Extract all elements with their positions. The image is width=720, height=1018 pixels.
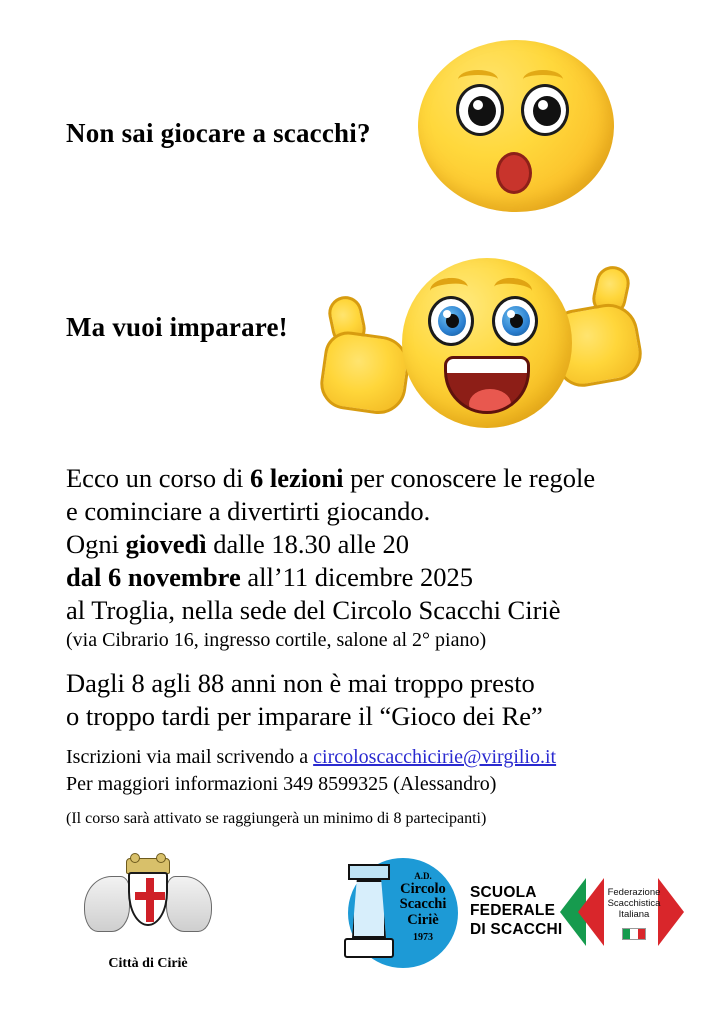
spacer-3 (66, 798, 666, 807)
crest-griffin-left-icon (84, 876, 130, 932)
course-lessons-count: 6 lezioni (249, 463, 344, 493)
logos-strip (0, 846, 720, 996)
crest-griffin-right-icon (166, 876, 212, 932)
fsi-logo-text (602, 888, 666, 921)
scuola-line-1: SCUOLA (470, 884, 537, 901)
course-line-1-part-c: per conoscere le regole (343, 463, 596, 493)
rook-battlement (348, 864, 390, 880)
course-line-1 (66, 462, 666, 495)
schedule-prefix: Ogni (66, 529, 126, 559)
course-address: (via Cibrario 16, ingresso cortile, salone al 2° piano) (66, 629, 487, 651)
spacer-2 (66, 733, 666, 744)
circolo-name-line-1: Circolo (400, 880, 446, 897)
emoji-teeth (447, 359, 527, 373)
schedule-hours: dalle 18.30 alle 20 (206, 529, 409, 559)
crest-shield-icon (128, 872, 168, 926)
emoji-tongue (469, 389, 511, 414)
course-description (66, 462, 666, 831)
italian-flag-icon (622, 928, 646, 940)
emoji-smiley-glint-left (443, 310, 451, 318)
scuola-line-2: FEDERALE (470, 902, 556, 920)
circolo-name-line-3: Ciriè (407, 912, 439, 929)
fsi-chevron-red-left-icon (578, 878, 604, 946)
schedule-weekday: giovedì (125, 529, 207, 559)
emoji-pupil-right (533, 96, 561, 126)
fsi-line-1: Federazione (607, 887, 661, 898)
flag-stripe-red (638, 929, 645, 939)
scuola-federale-logo (470, 884, 566, 939)
headline-question: Non sai giocare a scacchi? (66, 118, 371, 148)
fsi-logo (556, 864, 688, 968)
crest-cross-horizontal (135, 892, 165, 900)
emoji-glint-right (538, 100, 548, 110)
city-crest-logo (78, 854, 218, 972)
crest-cross-vertical (146, 878, 154, 922)
circolo-ad-label: A.D. (414, 871, 432, 881)
rook-body (352, 880, 386, 938)
circolo-scacchi-logo (336, 856, 460, 974)
circolo-logo-text (390, 872, 456, 943)
rook-base (344, 938, 394, 958)
course-schedule-line (66, 528, 666, 561)
fsi-line-2: Scacchistica (607, 897, 661, 909)
thumbs-up-smiley-emoji (316, 238, 656, 438)
course-age-line-1: Dagli 8 agli 88 anni non è mai troppo presto (66, 668, 535, 698)
spacer-1 (66, 654, 666, 667)
headline-statement: Ma vuoi imparare! (66, 312, 288, 342)
emoji-glint-left (473, 100, 483, 110)
contact-phone-line: Per maggiori informazioni 349 8599325 (Alessandro) (66, 773, 497, 795)
fsi-line-3: Italiana (618, 908, 650, 920)
scuola-line-3: DI SCACCHI (470, 920, 563, 938)
emoji-open-mouth (496, 152, 532, 194)
course-age-line-2: o troppo tardi per imparare il “Gioco dei Re” (66, 701, 543, 731)
circolo-founded-year: 1973 (413, 931, 433, 943)
registration-line (66, 744, 666, 771)
registration-prefix: Iscrizioni via mail scrivendo a (66, 746, 314, 768)
course-line-1-part-a: Ecco un corso di (66, 463, 250, 493)
chess-rook-icon (342, 864, 396, 964)
circolo-name-line-2: Scacchi (399, 896, 447, 913)
flag-stripe-green (623, 929, 630, 939)
course-start-date: dal 6 novembre (66, 562, 241, 592)
emoji-hand-left (317, 328, 413, 417)
course-end-date: all’11 dicembre 2025 (240, 562, 474, 592)
course-line-2: e cominciare a divertirti giocando. (66, 496, 431, 526)
emoji-smiley-glint-right (507, 310, 515, 318)
crest-graphic (78, 854, 218, 950)
course-note: (Il corso sarà attivato se raggiungerà un minimo di 8 partecipanti) (66, 810, 487, 827)
course-venue: al Troglia, nella sede del Circolo Scacchi Ciriè (66, 595, 561, 625)
city-crest-caption: Città di Ciriè (108, 956, 188, 971)
emoji-pupil-left (468, 96, 496, 126)
course-dates-line (66, 561, 666, 594)
registration-email-link[interactable]: circoloscacchicirie@virgilio.it (313, 746, 557, 768)
surprised-face-emoji (418, 40, 618, 215)
flag-stripe-white (630, 929, 637, 939)
